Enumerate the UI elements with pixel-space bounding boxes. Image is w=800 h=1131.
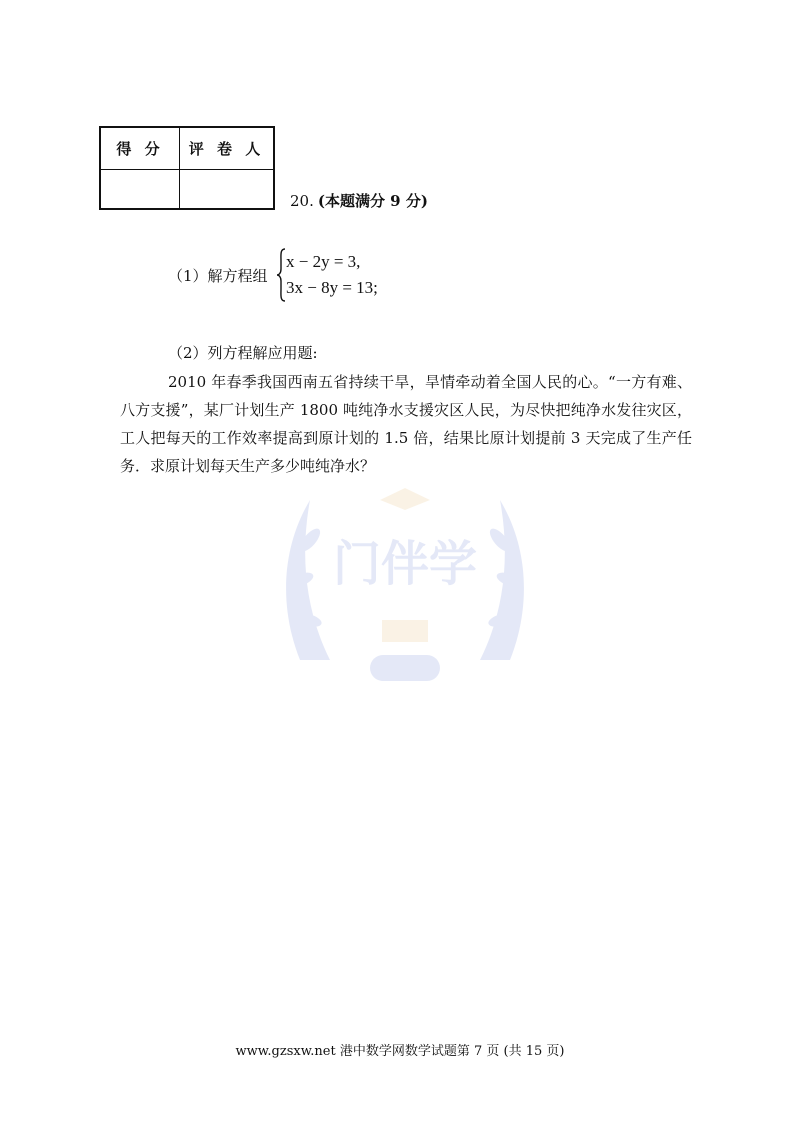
question-points: (本题满分 9 分) (317, 192, 428, 210)
grader-header: 评 卷 人 (180, 128, 273, 170)
question-title (290, 190, 428, 211)
question-number: 20. (290, 192, 314, 210)
watermark-text: 门伴学 (332, 536, 478, 592)
score-cell (101, 170, 180, 208)
part1-label: （1）解方程组 (168, 267, 268, 285)
page-footer: www.gzsxw.net 港中数学网数学试题第 7 页 (共 15 页) (235, 1044, 565, 1059)
equation-2: 3x − 8y = 13; (286, 278, 378, 297)
score-header: 得 分 (101, 128, 180, 170)
equation-1: x − 2y = 3, (286, 252, 361, 271)
brace-icon (276, 247, 286, 303)
problem-text: 2010 年春季我国西南五省持续干旱，旱情牵动着全国人民的心。“一方有难、八方支援”，某厂计划生产 1800 吨纯净水支援灾区人民，为尽快把纯净水发往灾区，工人把每天的工作效率提高到原计划的 1.5 倍，结果比原计划提前 3 天完成了生产任务．求原计划每天生产多少吨纯净水？ (120, 373, 692, 475)
score-table (99, 126, 275, 210)
grader-cell (180, 170, 273, 208)
part2-label: （2）列方程解应用题: (168, 344, 318, 362)
watermark-logo (270, 460, 540, 700)
